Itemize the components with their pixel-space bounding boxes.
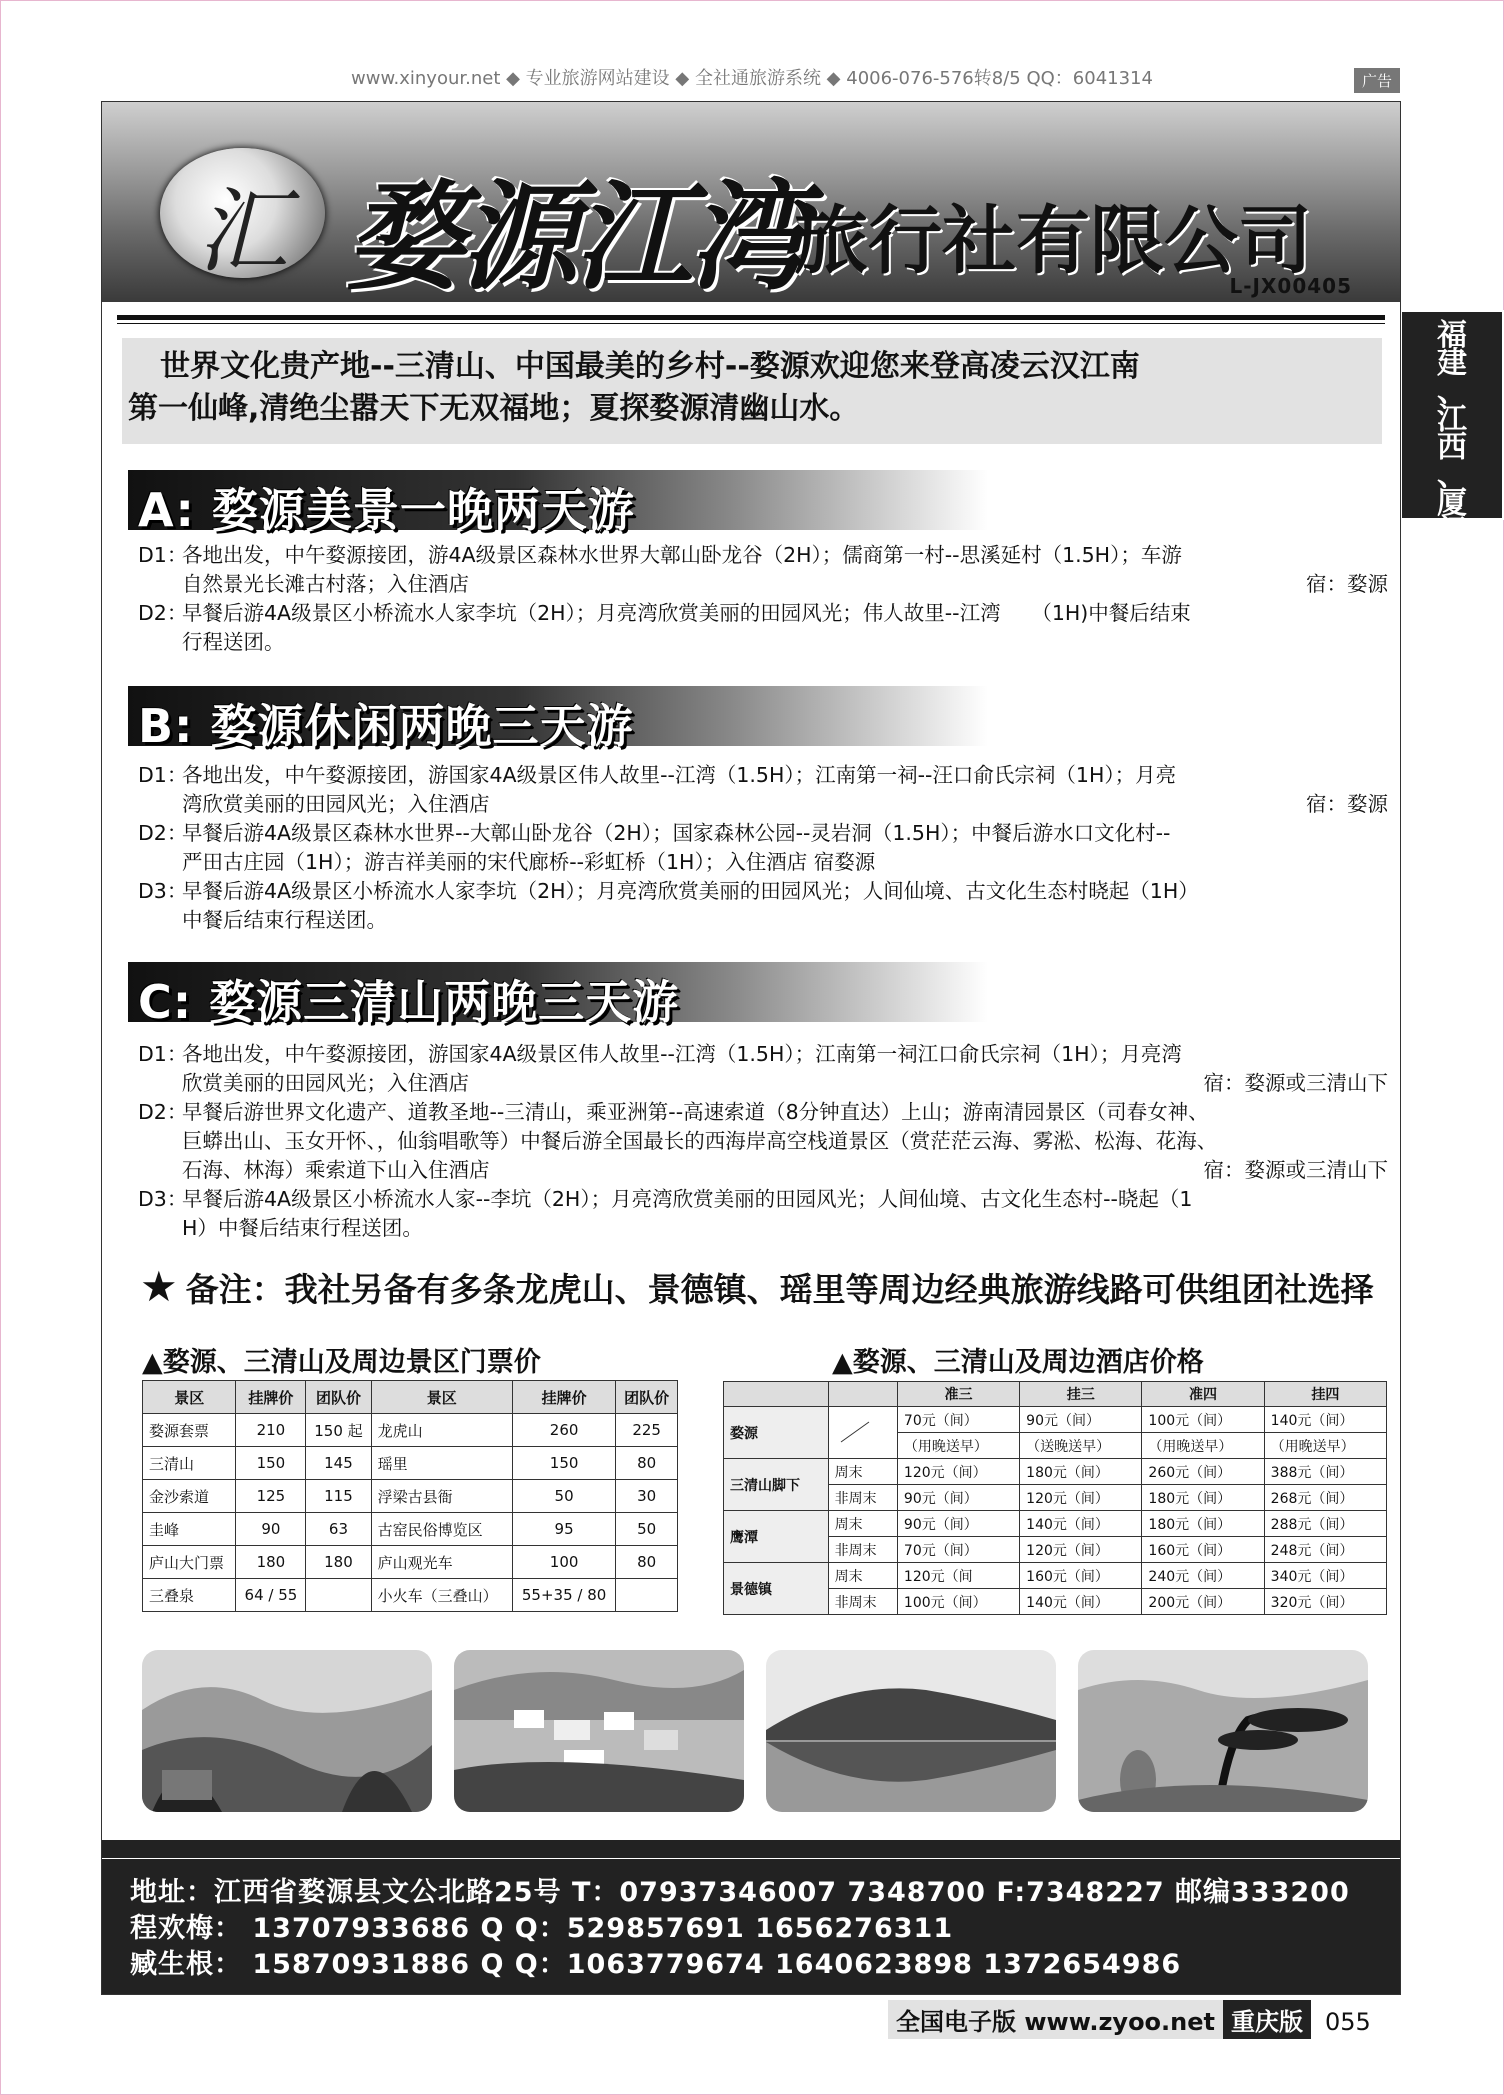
region-side-tab-label: 福 建 、 江 西 、 厦 门 xyxy=(1437,318,1467,549)
section-b-title: B: 婺源休闲两晚三天游 xyxy=(138,699,634,753)
hotel-price-table xyxy=(723,1381,1387,1615)
day-label xyxy=(138,790,182,819)
price-cell: 120元（间 xyxy=(897,1563,1019,1589)
itinerary-line xyxy=(138,1069,1388,1098)
day-label: D1： xyxy=(138,543,188,567)
price-cell: 140元（间） xyxy=(1020,1589,1142,1615)
day-label xyxy=(138,848,182,877)
logo-char: 汇 xyxy=(196,178,289,285)
column-header: 团队价 xyxy=(306,1381,371,1414)
table-cell: 150 起 xyxy=(306,1414,371,1447)
itinerary-text-line: 巨蟒出山、玉女开怀、，仙翁唱歌等）中餐后游全国最长的西海岸高空栈道景区（赏茫茫云海、雾淞、松海、花海、 xyxy=(182,1129,1218,1153)
remark xyxy=(140,1262,1374,1311)
table-cell: 180 xyxy=(306,1546,371,1579)
table-cell: 古窑民俗博览区 xyxy=(371,1513,512,1546)
table-cell: 63 xyxy=(306,1513,371,1546)
mountain-village-photo xyxy=(142,1650,432,1812)
day-label xyxy=(138,570,182,599)
table-cell: 婺源套票 xyxy=(143,1414,236,1447)
price-cell: 160元（间） xyxy=(1020,1563,1142,1589)
page-number: 055 xyxy=(1325,2008,1371,2036)
table-cell: 50 xyxy=(616,1513,678,1546)
table-cell: 115 xyxy=(306,1480,371,1513)
itinerary-text-line: 石海、林海）乘索道下山入住酒店 xyxy=(182,1158,490,1182)
city-cell: 鹰潭 xyxy=(724,1511,829,1563)
itinerary-line xyxy=(138,790,1388,819)
itinerary-text-line: 早餐后游世界文化遗产、道教圣地--三清山，乘亚洲第--高速索道（8分钟直达）上山；游南清园景区（司春女神、 xyxy=(182,1100,1209,1124)
meal-note-cell: （用晚送早） xyxy=(897,1433,1019,1459)
divider xyxy=(117,315,1385,320)
column-header: 挂三 xyxy=(1020,1382,1142,1407)
table-cell: 80 xyxy=(616,1447,678,1480)
table-header-row xyxy=(724,1382,1387,1407)
itinerary-text-line: 中餐后结束行程送团。 xyxy=(182,908,387,932)
itinerary-line xyxy=(138,1156,1388,1185)
intro-line: 世界文化贵产地--三清山、中国最美的乡村--婺源欢迎您来登高凌云汉江南 xyxy=(160,349,1140,384)
intro-line: 第一仙峰,清绝尘嚣天下无双福地；夏探婺源清幽山水。 xyxy=(128,391,860,426)
itinerary-text-line: 各地出发，中午婺源接团，游国家4A级景区伟人故里--江湾（1.5H）；江南第一祠--汪口俞氏宗祠（1H）；月亮 xyxy=(182,763,1177,787)
village-aerial-photo xyxy=(454,1650,744,1812)
itinerary-text-line: 自然景光长滩古村落；入住酒店 xyxy=(182,572,469,596)
price-cell: 180元（间） xyxy=(1142,1485,1264,1511)
stay-location: 宿：婺源 xyxy=(1306,572,1388,596)
section-b-header xyxy=(128,686,988,753)
table-cell: 150 xyxy=(512,1447,615,1480)
itinerary-text xyxy=(182,906,1388,935)
column-header xyxy=(828,1382,897,1407)
day-label xyxy=(138,1127,182,1156)
price-cell: 120元（间） xyxy=(1020,1485,1142,1511)
contact-line-2: 臧生根： 15870931886 Q Q：1063779674 1640623898 1372654986 xyxy=(130,1949,1182,1980)
itinerary-text xyxy=(182,877,1388,906)
itinerary-text-line: 行程送团。 xyxy=(182,630,285,654)
period-cell: 非周末 xyxy=(828,1589,897,1615)
contact-footer xyxy=(102,1840,1400,1994)
stay-location: 宿：婺源或三清山下 xyxy=(1203,1158,1388,1182)
table-cell: 80 xyxy=(616,1546,678,1579)
table-row xyxy=(143,1480,678,1513)
table-row xyxy=(143,1414,678,1447)
edition-text: 全国电子版 xyxy=(896,2008,1016,2036)
itinerary-line xyxy=(138,906,1388,935)
itinerary-line xyxy=(138,1214,1388,1243)
lake-reflection-photo xyxy=(766,1650,1056,1812)
table-cell: 瑶里 xyxy=(371,1447,512,1480)
day-label xyxy=(138,628,182,657)
itinerary-text xyxy=(182,1185,1388,1214)
itinerary-line xyxy=(138,599,1388,628)
itinerary-text-line: 严田古庄园（1H）；游吉祥美丽的宋代廊桥--彩虹桥（1H）；入住酒店 宿婺源 xyxy=(182,850,876,874)
itinerary-line xyxy=(138,1040,1388,1069)
table-cell: 庐山观光车 xyxy=(371,1546,512,1579)
brand-name: 婺源江湾 xyxy=(346,167,803,306)
section-c-header xyxy=(128,962,988,1029)
divider xyxy=(117,323,1385,324)
price-cell: 120元（间） xyxy=(1020,1537,1142,1563)
slash-cell xyxy=(828,1407,897,1459)
table-cell: 95 xyxy=(512,1513,615,1546)
itinerary-text xyxy=(182,628,1388,657)
table-row xyxy=(724,1459,1387,1485)
table-cell: 64 / 55 xyxy=(236,1579,306,1612)
itinerary-text-line: 湾欣赏美丽的田园风光；入住酒店 xyxy=(182,792,490,816)
price-cell: 140元（间） xyxy=(1020,1511,1142,1537)
price-cell: 240元（间） xyxy=(1142,1563,1264,1589)
day-label xyxy=(138,1156,182,1185)
price-cell: 70元（间） xyxy=(897,1537,1019,1563)
table-cell: 龙虎山 xyxy=(371,1414,512,1447)
itinerary-text-line: 早餐后游4A级景区小桥流水人家--李坑（2H）；月亮湾欣赏美丽的田园风光；人间仙境、古文化生态村--晓起（1 xyxy=(182,1187,1193,1211)
license-number: L-JX00405 xyxy=(1229,274,1352,298)
star-icon: ★ xyxy=(140,1262,178,1311)
period-cell: 周末 xyxy=(828,1459,897,1485)
itinerary-line xyxy=(138,819,1388,848)
itinerary-text xyxy=(182,1040,1388,1069)
company-name: 旅行社有限公司 xyxy=(794,198,1312,284)
day-label xyxy=(138,1069,182,1098)
price-cell: 90元（间） xyxy=(897,1511,1019,1537)
logo-icon xyxy=(160,148,325,285)
city-cell: 婺源 xyxy=(724,1407,829,1459)
itinerary-text xyxy=(182,1156,1388,1185)
day-label: D2： xyxy=(138,821,188,845)
itinerary-line xyxy=(138,1185,1388,1214)
hotel-table-title: ▲婺源、三清山及周边酒店价格 xyxy=(832,1347,1204,1378)
table-cell: 180 xyxy=(236,1546,306,1579)
stay-location: 宿：婺源 xyxy=(1306,792,1388,816)
period-cell: 周末 xyxy=(828,1511,897,1537)
price-cell: 180元（间） xyxy=(1020,1459,1142,1485)
table-cell: 金沙索道 xyxy=(143,1480,236,1513)
price-cell: 288元（间） xyxy=(1264,1511,1386,1537)
price-cell: 320元（间） xyxy=(1264,1589,1386,1615)
header-banner xyxy=(102,102,1400,306)
table-cell: 90 xyxy=(236,1513,306,1546)
section-c-itinerary xyxy=(138,1040,1388,1243)
itinerary-line xyxy=(138,848,1388,877)
meal-note-cell: （用晚送早） xyxy=(1142,1433,1264,1459)
table-row xyxy=(143,1513,678,1546)
price-cell: 200元（间） xyxy=(1142,1589,1264,1615)
day-label: D1： xyxy=(138,763,188,787)
meal-note-cell: （用晚送早） xyxy=(1264,1433,1386,1459)
price-cell: 140元（间） xyxy=(1264,1407,1386,1433)
itinerary-text-line: H）中餐后结束行程送团。 xyxy=(182,1216,423,1240)
itinerary-line xyxy=(138,1098,1388,1127)
itinerary-line xyxy=(138,877,1388,906)
price-cell: 90元（间） xyxy=(1020,1407,1142,1433)
itinerary-text-line: 各地出发，中午婺源接团，游国家4A级景区伟人故里--江湾（1.5H）；江南第一祠江口俞氏宗祠（1H）；月亮湾 xyxy=(182,1042,1182,1066)
itinerary-text xyxy=(182,790,1388,819)
column-header: 准三 xyxy=(897,1382,1019,1407)
table-cell: 260 xyxy=(512,1414,615,1447)
ticket-table-title: ▲婺源、三清山及周边景区门票价 xyxy=(142,1347,541,1378)
remark-text: 备注：我社另备有多条龙虎山、景德镇、瑶里等周边经典旅游线路可供组团社选择 xyxy=(185,1270,1374,1309)
ticket-price-table xyxy=(142,1380,678,1612)
table-row xyxy=(724,1563,1387,1589)
day-label: D3： xyxy=(138,879,188,903)
pine-rock-photo xyxy=(1078,1650,1368,1812)
itinerary-text xyxy=(182,819,1388,848)
itinerary-text-line: 早餐后游4A级景区小桥流水人家李坑（2H）；月亮湾欣赏美丽的田园风光；人间仙境、古文化生态村晓起（1H） xyxy=(182,879,1199,903)
stay-location: 宿：婺源或三清山下 xyxy=(1203,1071,1388,1095)
itinerary-line xyxy=(138,761,1388,790)
price-cell: 248元（间） xyxy=(1264,1537,1386,1563)
meal-note-cell: （送晚送早） xyxy=(1020,1433,1142,1459)
section-a-title: A: 婺源美景一晚两天游 xyxy=(138,483,635,537)
bottom-bar xyxy=(888,2000,1371,2034)
table-row xyxy=(143,1546,678,1579)
price-cell: 160元（间） xyxy=(1142,1537,1264,1563)
column-header: 准四 xyxy=(1142,1382,1264,1407)
address-line: 地址：江西省婺源县文公北路25号 T：07937346007 7348700 F:7348227 邮编333200 xyxy=(130,1877,1350,1908)
table-row xyxy=(724,1511,1387,1537)
table-cell: 55+35 / 80 xyxy=(512,1579,615,1612)
day-label xyxy=(138,1214,182,1243)
table-cell: 小火车（三叠山） xyxy=(371,1579,512,1612)
edition-label xyxy=(888,2000,1223,2039)
itinerary-line xyxy=(138,541,1388,570)
table-cell: 150 xyxy=(236,1447,306,1480)
table-cell: 100 xyxy=(512,1546,615,1579)
intro-box xyxy=(122,338,1382,444)
table-row xyxy=(143,1579,678,1612)
table-cell: 浮梁古县衙 xyxy=(371,1480,512,1513)
itinerary-line xyxy=(138,628,1388,657)
table-cell: 三叠泉 xyxy=(143,1579,236,1612)
itinerary-text xyxy=(182,1127,1388,1156)
price-cell: 260元（间） xyxy=(1142,1459,1264,1485)
table-cell xyxy=(616,1579,678,1612)
itinerary-text-line: 欣赏美丽的田园风光；入住酒店 xyxy=(182,1071,469,1095)
price-cell: 120元（间） xyxy=(897,1459,1019,1485)
day-label xyxy=(138,906,182,935)
photo-strip xyxy=(142,1650,1368,1812)
table-cell: 210 xyxy=(236,1414,306,1447)
table-cell: 225 xyxy=(616,1414,678,1447)
period-cell: 周末 xyxy=(828,1563,897,1589)
table-cell: 145 xyxy=(306,1447,371,1480)
price-cell: 180元（间） xyxy=(1142,1511,1264,1537)
section-a-header xyxy=(128,470,988,537)
footer-rule xyxy=(102,1858,1400,1859)
site-url[interactable]: www.zyoo.net xyxy=(1024,2008,1215,2036)
itinerary-text xyxy=(182,848,1388,877)
top-info-bar: www.xinyour.net ◆ 专业旅游网站建设 ◆ 全社通旅游系统 ◆ 4006-076-576转8/5 QQ：6041314 xyxy=(351,68,1153,89)
itinerary-text-line: 各地出发，中午婺源接团，游4A级景区森林水世界大鄣山卧龙谷（2H）；儒商第一村--思溪延村（1.5H）；车游 xyxy=(182,543,1182,567)
itinerary-line xyxy=(138,1127,1388,1156)
table-cell: 50 xyxy=(512,1480,615,1513)
city-edition: 重庆版 xyxy=(1223,2000,1311,2039)
table-row xyxy=(143,1447,678,1480)
itinerary-text xyxy=(182,1069,1388,1098)
price-cell: 100元（间） xyxy=(1142,1407,1264,1433)
itinerary-text-line: 早餐后游4A级景区小桥流水人家李坑（2H）；月亮湾欣赏美丽的田园风光；伟人故里--江湾 （1H)中餐后结束 xyxy=(182,601,1191,625)
itinerary-text xyxy=(182,541,1388,570)
itinerary-text xyxy=(182,599,1388,628)
table-cell xyxy=(306,1579,371,1612)
section-c-title: C: 婺源三清山两晚三天游 xyxy=(138,975,680,1029)
period-cell: 非周末 xyxy=(828,1537,897,1563)
region-side-tab xyxy=(1400,310,1504,549)
itinerary-text xyxy=(182,1214,1388,1243)
day-label: D3： xyxy=(138,1187,188,1211)
column-header: 景区 xyxy=(143,1381,236,1414)
day-label: D2： xyxy=(138,601,188,625)
itinerary-line xyxy=(138,570,1388,599)
section-a-itinerary xyxy=(138,541,1388,657)
column-header: 挂四 xyxy=(1264,1382,1386,1407)
itinerary-text xyxy=(182,1098,1388,1127)
table-cell: 庐山大门票 xyxy=(143,1546,236,1579)
day-label: D1： xyxy=(138,1042,188,1066)
column-header: 挂牌价 xyxy=(236,1381,306,1414)
table-row xyxy=(724,1407,1387,1433)
table-cell: 圭峰 xyxy=(143,1513,236,1546)
city-cell: 三清山脚下 xyxy=(724,1459,829,1511)
contact-line-1: 程欢梅： 13707933686 Q Q：529857691 1656276311 xyxy=(130,1913,954,1944)
table-cell: 30 xyxy=(616,1480,678,1513)
city-cell: 景德镇 xyxy=(724,1563,829,1615)
section-b-itinerary xyxy=(138,761,1388,935)
price-cell: 388元（间） xyxy=(1264,1459,1386,1485)
column-header xyxy=(724,1382,829,1407)
table-cell: 三清山 xyxy=(143,1447,236,1480)
price-cell: 100元（间） xyxy=(897,1589,1019,1615)
price-cell: 268元（间） xyxy=(1264,1485,1386,1511)
price-cell: 90元（间） xyxy=(897,1485,1019,1511)
table-header-row xyxy=(143,1381,678,1414)
price-cell: 340元（间） xyxy=(1264,1563,1386,1589)
itinerary-text xyxy=(182,570,1388,599)
ad-tag: 广告 xyxy=(1354,68,1400,93)
column-header: 景区 xyxy=(371,1381,512,1414)
price-cell: 70元（间） xyxy=(897,1407,1019,1433)
itinerary-text-line: 早餐后游4A级景区森林水世界--大鄣山卧龙谷（2H）；国家森林公园--灵岩洞（1.5H）；中餐后游水口文化村-- xyxy=(182,821,1171,845)
table-cell: 125 xyxy=(236,1480,306,1513)
column-header: 团队价 xyxy=(616,1381,678,1414)
day-label: D2： xyxy=(138,1100,188,1124)
column-header: 挂牌价 xyxy=(512,1381,615,1414)
period-cell: 非周末 xyxy=(828,1485,897,1511)
advertisement xyxy=(101,101,1401,1995)
itinerary-text xyxy=(182,761,1388,790)
